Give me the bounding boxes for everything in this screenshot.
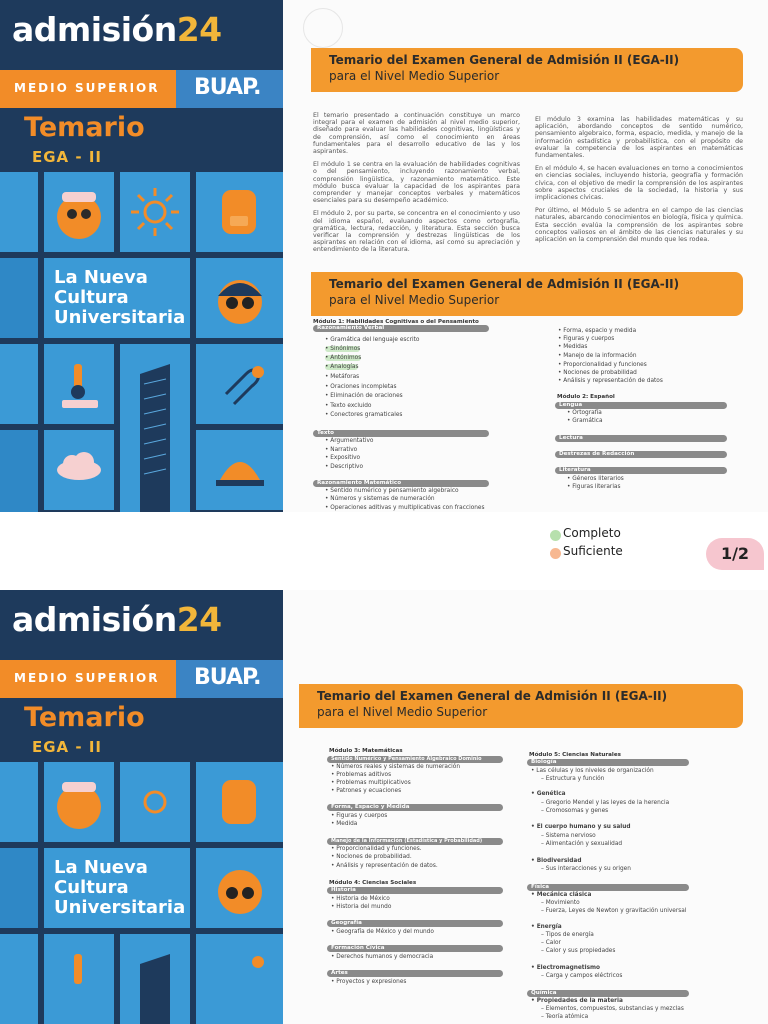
list-item: • Antónimos — [325, 355, 362, 361]
header-title: Temario del Examen General de Admisión II (EGA-II) — [317, 689, 668, 703]
avatar-icon — [196, 258, 283, 338]
tile-building — [120, 934, 190, 1024]
list-item: • Operaciones aditivas y multiplicativas con fracciones — [325, 505, 485, 511]
list-item: • Análisis y representación de datos — [558, 378, 663, 384]
section-bar: Literatura — [555, 467, 727, 474]
list-item: • Proporcionalidad y funciones — [558, 362, 647, 368]
tile-microscope-icon — [44, 344, 114, 424]
section-bar: Lectura — [555, 435, 727, 442]
cover-title: Temario — [24, 112, 145, 143]
intro-col-left — [313, 112, 520, 260]
avatar-icon — [196, 848, 283, 928]
student-icon — [44, 172, 114, 252]
brand-logo: admisión24 — [12, 600, 222, 639]
tile-avatar-icon — [196, 848, 283, 928]
tile — [0, 848, 38, 928]
section-bar: Razonamiento Matemático — [313, 480, 489, 487]
brand-header — [0, 0, 283, 70]
content-panel — [283, 0, 768, 512]
list-item: • Números y sistemas de numeración — [325, 496, 435, 502]
slogan: La Nueva Cultura Universitaria — [54, 857, 186, 918]
microscope-icon — [44, 934, 114, 1014]
microscope-icon — [44, 344, 114, 424]
list-item: – Elementos, compuestos, substancias y mezclas — [541, 1006, 684, 1012]
header-banner — [311, 48, 743, 92]
list-item: – Alimentación y sexualidad — [541, 841, 623, 847]
tile-clip-icon — [196, 934, 283, 1024]
list-item: • Sentido numérico y pensamiento algebraico — [325, 488, 459, 494]
list-item: • Propiedades de la materia — [531, 998, 623, 1004]
list-item: • El cuerpo humano y su salud — [531, 824, 631, 830]
list-item: • Manejo de la información — [558, 353, 637, 359]
list-item: • Electromagnetismo — [531, 965, 601, 971]
tile-clip-icon — [196, 344, 283, 424]
module-title: Módulo 5: Ciencias Naturales — [529, 752, 621, 758]
section-bar: Artes — [327, 970, 503, 977]
section-bar: Manejo de la Información (Estadística y Probabilidad) — [327, 838, 503, 845]
intro-paragraph: El módulo 3 examina las habilidades matemáticas y su aplicación, abordando conceptos de sentido numérico, pensamiento algebraico, forma, espacio, medida, y manejo de la información estadística y probabilística, con el propósito de evaluar la competencia de los aspirantes en matemáticas fundamentales. — [535, 116, 743, 160]
legend-complete-label: Completo — [563, 526, 621, 540]
module-title: Módulo 2: Español — [557, 394, 615, 400]
sun-icon — [120, 172, 190, 252]
list-item: • Biodiversidad — [531, 858, 582, 864]
header-banner — [299, 684, 743, 728]
tile-sun-icon — [120, 762, 190, 842]
list-item: • Oraciones incompletas — [325, 384, 397, 390]
intro-paragraph: El módulo 1 se centra en la evaluación de habilidades cognitivas o del pensamiento, incluyendo razonamiento verbal, comprensión lingüística, y razonamiento matemático. Este módulo busca evaluar la capacidad de los aspirantes para comprender y manejar conceptos verbales y matemáticos esenciales para su desempeño académico. — [313, 161, 520, 205]
section-bar: Forma, Espacio y Medida — [327, 804, 503, 811]
level-label: MEDIO SUPERIOR — [14, 671, 160, 685]
helmet-icon — [196, 430, 283, 510]
intro-paragraph: Por último, el Módulo 5 se adentra en el campo de las ciencias naturales, abarcando conocimientos en biología, física y química. Esta sección evalúa la comprensión de los aspirantes sobre conceptos valiosos en el ámbito de las ciencias naturales y su aplicación en la comprensión del mundo que les rodea. — [535, 207, 743, 244]
university-badge: BUAP. — [176, 70, 283, 108]
cloud-icon — [44, 430, 114, 510]
list-item: – Gregorio Mendel y las leyes de la herencia — [541, 800, 670, 806]
list-item: – Tipos de energía — [541, 932, 594, 938]
module-title: Módulo 3: Matemáticas — [329, 748, 403, 754]
list-item: • Figuras y cuerpos — [558, 336, 615, 342]
tile-backpack-icon — [196, 172, 283, 252]
tile — [0, 344, 38, 424]
section-bar: Historia — [327, 887, 503, 894]
module-title: Módulo 1: Habilidades Cognitivas o del Pensamiento — [313, 319, 479, 325]
list-item: • Figuras literarias — [567, 484, 621, 490]
tile — [0, 934, 38, 1024]
header-subtitle: para el Nivel Medio Superior — [329, 293, 500, 307]
section-bar: Texto — [313, 430, 489, 437]
list-item: • Derechos humanos y democracia — [331, 954, 434, 960]
section-bar: Biología — [527, 759, 689, 766]
list-item: • Narrativo — [325, 447, 358, 453]
header-title: Temario del Examen General de Admisión II (EGA-II) — [329, 53, 680, 67]
list-item: – Fuerza, Leyes de Newton y gravitación universal — [541, 908, 687, 914]
section-bar: Razonamiento Verbal — [313, 325, 489, 332]
slogan: La Nueva Cultura Universitaria — [54, 267, 186, 328]
module-title: Módulo 4: Ciencias Sociales — [329, 880, 417, 886]
header-title: Temario del Examen General de Admisión II (EGA-II) — [329, 277, 680, 291]
cover-panel — [0, 0, 283, 512]
list-item: • Proporcionalidad y funciones. — [331, 846, 422, 852]
list-item: • Eliminación de oraciones — [325, 393, 403, 399]
tile-microscope-icon — [44, 934, 114, 1024]
list-item: • Figuras y cuerpos — [331, 813, 388, 819]
decor — [303, 8, 343, 48]
list-item: • Energía — [531, 924, 562, 930]
list-item: • Números reales y sistemas de numeración — [331, 764, 460, 770]
list-item: • Gramática del lenguaje escrito — [325, 337, 420, 343]
list-item: – Sus interacciones y su origen — [541, 866, 631, 872]
legend-sufficient-label: Suficiente — [563, 544, 623, 558]
list-item: • Medida — [331, 821, 358, 827]
list-item: • Medidas — [558, 344, 588, 350]
list-item: – Calor y sus propiedades — [541, 948, 616, 954]
list-item: • Las células y los niveles de organización — [531, 768, 654, 774]
section-bar: Destrezas de Redacción — [555, 451, 727, 458]
list-item: • Historia del mundo — [331, 904, 392, 910]
section-bar: Física — [527, 884, 689, 891]
content-panel — [283, 590, 768, 1024]
page-number: 1/2 — [706, 538, 764, 570]
intro-paragraph: El módulo 2, por su parte, se concentra en el conocimiento y uso del idioma español, evaluando aspectos como ortografía, gramática, lectura, redacción, y literatura. Esta sección busca verificar la comprensión y destrezas lingüísticas de los aspirantes en relación con el idioma, así como su apreciación y entendimiento de la literatura. — [313, 210, 520, 254]
list-item: • Mecánica clásica — [531, 892, 592, 898]
list-item: • Descriptivo — [325, 464, 364, 470]
list-item: • Metáforas — [325, 374, 360, 380]
list-item: • Patrones y ecuaciones — [331, 788, 402, 794]
cover-exam: EGA - II — [32, 148, 102, 166]
list-item: • Geografía de México y del mundo — [331, 929, 434, 935]
list-item: • Historia de México — [331, 896, 390, 902]
list-item: – Cromosomas y genes — [541, 808, 609, 814]
list-item: • Forma, espacio y medida — [558, 328, 637, 334]
list-item: – Carga y campos eléctricos — [541, 973, 623, 979]
tile — [0, 258, 38, 338]
list-item: • Análisis y representación de datos. — [331, 863, 438, 869]
intro-paragraph: En el módulo 4, se hacen evaluaciones en torno a conocimientos en ciencias sociales, incluyendo historia, geografía y formación cívica, con el objetivo de medir la comprensión de los aspirantes sobre aspectos cruciales de la sociedad, la historia y sus implicaciones cívicas. — [535, 165, 743, 202]
student-icon — [44, 762, 114, 842]
tile-building — [120, 344, 190, 512]
list-item: – Calor — [541, 940, 561, 946]
building-icon — [120, 344, 190, 512]
list-item: • Nociones de probabilidad. — [331, 854, 412, 860]
tile-avatar-icon — [196, 258, 283, 338]
header-subtitle: para el Nivel Medio Superior — [317, 705, 488, 719]
header-banner — [311, 272, 743, 316]
list-item: • Problemas multiplicativos — [331, 780, 411, 786]
list-item: • Genética — [531, 791, 566, 797]
tile-helmet-icon — [196, 430, 283, 510]
tile — [0, 430, 38, 512]
paperclip-icon — [196, 934, 283, 1014]
list-item: • Sinónimos — [325, 346, 361, 352]
section-bar: Formación Cívica — [327, 945, 503, 952]
list-item: – Sistema nervioso — [541, 833, 596, 839]
list-item: • Proyectos y expresiones — [331, 979, 407, 985]
section-bar: Sentido Numérico y Pensamiento Algebraico Dominio — [327, 756, 503, 763]
tile-student-icon — [44, 762, 114, 842]
list-item: • Gramática — [567, 418, 603, 424]
building-icon — [120, 934, 190, 1024]
tile — [0, 762, 38, 842]
section-bar: Geografía — [327, 920, 503, 927]
cover-title: Temario — [24, 702, 145, 733]
university-badge: BUAP. — [176, 660, 283, 698]
backpack-icon — [196, 172, 283, 252]
header-subtitle: para el Nivel Medio Superior — [329, 69, 500, 83]
section-bar: Lengua — [555, 402, 727, 409]
intro-paragraph: El temario presentado a continuación constituye un marco integral para el examen de admisión al nivel medio superior, diseñado para evaluar las habilidades cognitivas, lingüísticas y de comprensión, así como el conocimiento en áreas fundamentales para el desarrollo educativo de las y los aspirantes. — [313, 112, 520, 156]
cover-panel — [0, 590, 283, 1024]
list-item: • Expositivo — [325, 455, 361, 461]
list-item: – Movimiento — [541, 900, 580, 906]
legend-complete-swatch — [550, 530, 561, 541]
brand-logo: admisión24 — [12, 10, 222, 49]
brand-header — [0, 590, 283, 660]
tile-student-icon — [44, 172, 114, 252]
tile-sun-icon — [120, 172, 190, 252]
cover-exam: EGA - II — [32, 738, 102, 756]
tile-cloud-icon — [44, 430, 114, 510]
backpack-icon — [196, 762, 283, 842]
list-item: • Nociones de probabilidad — [558, 370, 637, 376]
section-bar: Química — [527, 990, 689, 997]
list-item: – Teoría atómica — [541, 1014, 589, 1020]
level-label: MEDIO SUPERIOR — [14, 81, 160, 95]
paperclip-icon — [196, 344, 283, 424]
level-band — [0, 70, 283, 108]
list-item: • Géneros literarios — [567, 476, 624, 482]
list-item: • Problemas aditivos — [331, 772, 392, 778]
list-item: – Estructura y función — [541, 776, 605, 782]
list-item: • Texto excluido — [325, 403, 372, 409]
intro-col-right — [535, 116, 743, 249]
page-2 — [0, 590, 768, 1024]
level-band — [0, 660, 283, 698]
tile-backpack-icon — [196, 762, 283, 842]
list-item: • Conectores gramaticales — [325, 412, 403, 418]
list-item: • Ortografía — [567, 410, 602, 416]
tile — [0, 172, 38, 252]
sun-icon — [120, 762, 190, 842]
list-item: • Analogías — [325, 364, 359, 370]
legend-sufficient-swatch — [550, 548, 561, 559]
list-item: • Argumentativo — [325, 438, 374, 444]
